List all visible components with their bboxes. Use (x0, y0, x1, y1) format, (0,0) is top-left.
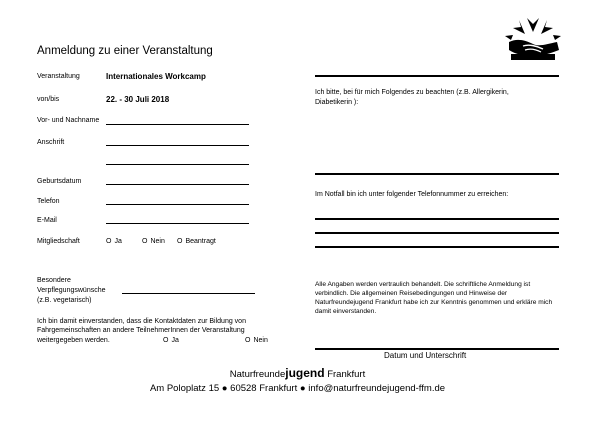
signature-label: Datum und Unterschrift (384, 351, 467, 360)
event-value: Internationales Workcamp (106, 72, 206, 81)
emergency-field-line1[interactable] (315, 218, 559, 220)
phone-label: Telefon (37, 198, 60, 205)
footer-email-link[interactable]: info@naturfreundejugend-ffm.de (308, 383, 446, 394)
membership-option-nein[interactable]: O Nein (142, 238, 165, 245)
membership-option-ja[interactable]: O Ja (106, 238, 122, 245)
bullet-icon: ● (221, 383, 228, 394)
address-field-line1[interactable] (106, 145, 249, 146)
emergency-text: Im Notfall bin ich unter folgender Telefonnummer zu erreichen: (315, 191, 509, 198)
diet-label-line1: Besondere (37, 277, 71, 284)
privacy-text: Alle Angaben werden vertraulich behandelt. Die schriftliche Anmeldung ist verbindlich. Die allgemeinen Reisebedingungen und Hinweise der Naturfreundejugend Frankfurt habe ich zur Kenntnis genommen und erkläre mich damit einverstanden. (315, 281, 553, 315)
notes-field[interactable] (315, 173, 559, 175)
page-title: Anmeldung zu einer Veranstaltung (37, 45, 213, 57)
naturfreunde-logo-icon (503, 14, 563, 64)
dates-value: 22. - 30 Juli 2018 (106, 95, 170, 104)
diet-label-line2: Verpflegungswünsche (37, 287, 106, 294)
bullet-icon: ● (299, 383, 306, 394)
consent-option-ja[interactable]: O Ja (163, 337, 179, 344)
notes-text-line1: Ich bitte, bei für mich Folgendes zu beachten (z.B. Allergikerin, (315, 89, 509, 96)
diet-field[interactable] (122, 293, 255, 294)
consent-line2: Fahrgemeinschaften an andere TeilnehmerInnen der Veranstaltung (37, 327, 245, 334)
notes-text-line2: Diabetikerin ): (315, 99, 359, 106)
radio-circle-icon: O (163, 337, 169, 344)
radio-circle-icon: O (177, 238, 183, 245)
signature-field[interactable] (315, 348, 559, 350)
emergency-field-line2[interactable] (315, 232, 559, 234)
notes-top-rule (315, 75, 559, 77)
dates-label: von/bis (37, 96, 60, 103)
birthdate-label: Geburtsdatum (37, 178, 82, 185)
event-label: Veranstaltung (37, 73, 80, 80)
radio-circle-icon: O (142, 238, 148, 245)
footer-address: Am Poloplatz 15 ● 60528 Frankfurt ● info@naturfreundejugend-ffm.de (149, 383, 446, 394)
address-field-line2[interactable] (106, 164, 249, 165)
emergency-field-line3[interactable] (315, 246, 559, 248)
phone-field[interactable] (106, 204, 249, 205)
name-field[interactable] (106, 124, 249, 125)
consent-line1: Ich bin damit einverstanden, dass die Kontaktdaten zur Bildung von (37, 318, 246, 325)
consent-option-nein[interactable]: O Nein (245, 337, 268, 344)
diet-label-line3: (z.B. vegetarisch) (37, 297, 92, 304)
consent-line3: weitergegeben werden. (37, 337, 110, 344)
membership-label: Mitgliedschaft (37, 238, 80, 245)
email-field[interactable] (106, 223, 249, 224)
membership-option-beantragt[interactable]: O Beantragt (177, 238, 216, 245)
radio-circle-icon: O (245, 337, 251, 344)
email-label: E-Mail (37, 217, 57, 224)
name-label: Vor- und Nachname (37, 117, 100, 124)
address-label: Anschrift (37, 139, 65, 146)
birthdate-field[interactable] (106, 184, 249, 185)
radio-circle-icon: O (106, 238, 112, 245)
footer-org-name: Naturfreundejugend Frankfurt (229, 366, 366, 380)
